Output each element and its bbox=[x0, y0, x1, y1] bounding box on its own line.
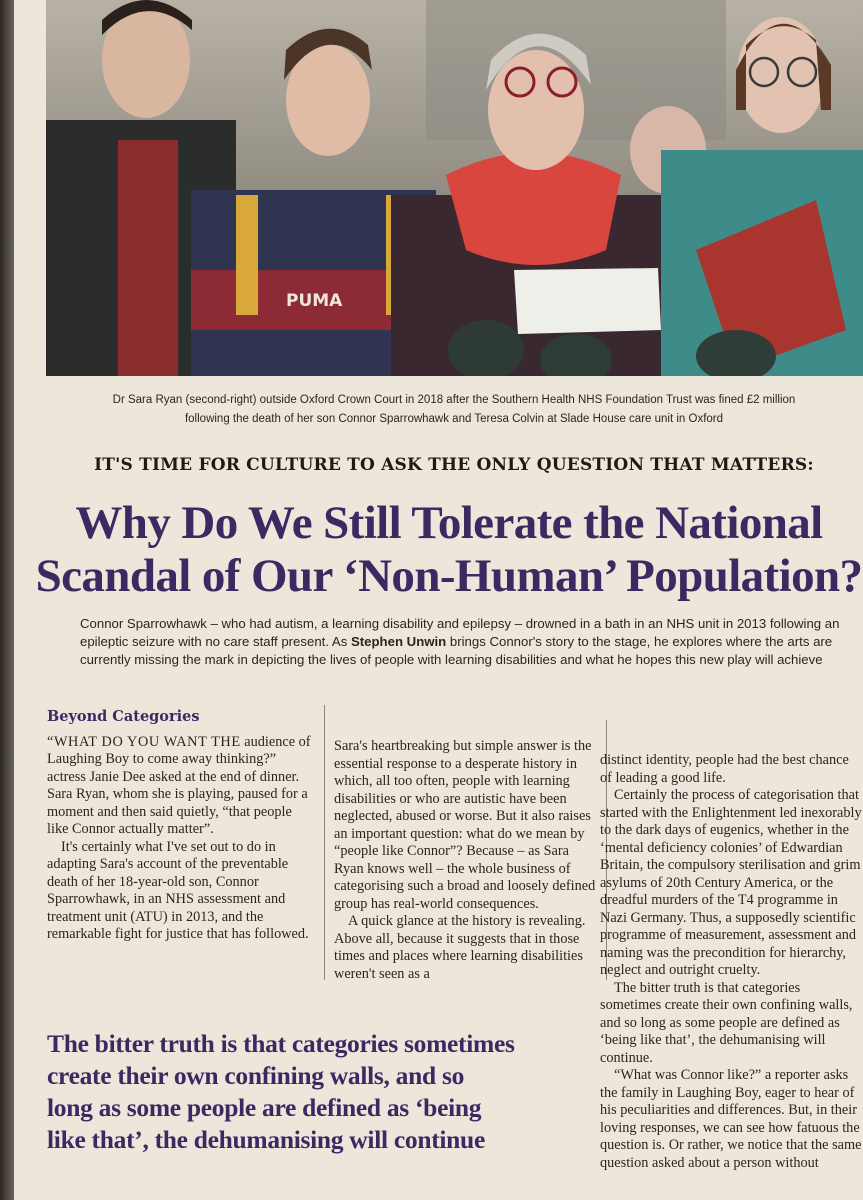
caption-line-1: Dr Sara Ryan (second-right) outside Oxford Crown Court in 2018 after the Southern Health NHS Foundation Trust was fined £2 million bbox=[112, 394, 796, 406]
paragraph: It's certainly what I've set out to do in adapting Sara's account of the preventable death of her 18-year-old son, Connor Sparrowhawk, in an NHS assessment and treatment unit (ATU) in 2013, and the remarkable fight for justice that has followed. bbox=[47, 838, 309, 942]
caption-line-2: following the death of her son Connor Sparrowhawk and Teresa Colvin at Slade House care unit in Oxford bbox=[184, 413, 724, 425]
pull-quote-line-3: long as some people are defined as ‘being bbox=[47, 1093, 482, 1122]
speech-paper bbox=[514, 268, 661, 334]
standfirst-line-2 bbox=[80, 633, 863, 651]
headline bbox=[34, 497, 863, 603]
paragraph: A quick glance at the history is revealing. Above all, because it suggests that in those times and places where learning disabilities weren't seen as a bbox=[334, 913, 586, 982]
standfirst-line-1: Connor Sparrowhawk – who had autism, a learning disability and epilepsy – drowned in a bath in an NHS unit in 2013 following an bbox=[80, 616, 840, 631]
photo-caption bbox=[54, 391, 854, 429]
magazine-page bbox=[14, 0, 863, 1200]
protest-photo bbox=[46, 0, 863, 376]
headline-line-1: Why Do We Still Tolerate the National bbox=[75, 497, 823, 549]
paragraph bbox=[47, 734, 315, 839]
paragraph: Certainly the process of categorisation that started with the Enlightenment led inexorably to the dark days of eugenics, whether in the ‘mental deficiency colonies’ of Edwardian Britain, the compulsory sterilisation and grim asylums of 20th Century America, or the dreadful murders of the T4 programme in Nazi Germany. Thus, a supposedly scientific programme of measurement, assessment and naming was the precondition for hierarchy, neglect and outright cruelty. bbox=[600, 787, 862, 978]
standfirst-line-2-start: epileptic seizure with no care staff present. As bbox=[80, 634, 348, 649]
standfirst-line-3: currently missing the mark in depicting the lives of people with learning disabilities and what he hopes this new play will achieve bbox=[80, 652, 823, 667]
column-divider bbox=[324, 705, 325, 980]
pull-quote-line-1: The bitter truth is that categories sometimes bbox=[47, 1029, 515, 1058]
standfirst-line-2-end: brings Connor's story to the stage, he explores where the arts are bbox=[449, 634, 833, 649]
paragraph-text: audience of Laughing Boy to come away thinking?” actress Janie Dee asked at the end of dinner. Sara Ryan, whom she is playing, paused for a moment and then said quietly, “that people like Connor actually matter”. bbox=[47, 733, 311, 837]
lead-in: “WHAT DO YOU WANT THE bbox=[47, 733, 241, 750]
paragraph: “What was Connor like?” a reporter asks the family in Laughing Boy, eager to hear of his peculiarities and differences. But, in their loving responses, we can see how fatuous the question is. Or rather, we notice that the same question asked about a person without bbox=[600, 1067, 862, 1171]
kicker: IT'S TIME FOR CULTURE TO ASK THE ONLY QUESTION THAT MATTERS: bbox=[94, 455, 814, 475]
magazine-spine-shadow bbox=[0, 0, 14, 1200]
standfirst bbox=[80, 615, 863, 669]
body-column-1 bbox=[47, 708, 315, 944]
puma-logo-text: PUMA bbox=[286, 291, 343, 311]
headline-line-2: Scandal of Our ‘Non-Human’ Population? bbox=[35, 550, 863, 602]
body-column-2 bbox=[334, 738, 596, 983]
paragraph: distinct identity, people had the best chance of leading a good life. bbox=[600, 752, 849, 786]
pull-quote bbox=[47, 1028, 587, 1156]
paragraph: Sara's heartbreaking but simple answer is the essential response to a desperate history in which, all too often, people with learning disabilities or who are autistic have been neglected, abused or worse. But it also raises an important question: what do we mean by “people like Connor”? Because – as Sara Ryan knows well – the whole business of categorising such a broad and loosely defined group has real-world consequences. bbox=[334, 738, 596, 912]
section-subhead: Beyond Categories bbox=[47, 708, 200, 725]
body-column-3 bbox=[600, 752, 862, 1172]
pull-quote-line-2: create their own confining walls, and so bbox=[47, 1061, 465, 1090]
author-name: Stephen Unwin bbox=[350, 634, 447, 649]
pull-quote-line-4: like that’, the dehumanising will continue bbox=[47, 1125, 485, 1154]
paragraph: The bitter truth is that categories sometimes create their own confining walls, and so long as some people are defined as ‘being like that’, the dehumanising will continue. bbox=[600, 979, 853, 1066]
